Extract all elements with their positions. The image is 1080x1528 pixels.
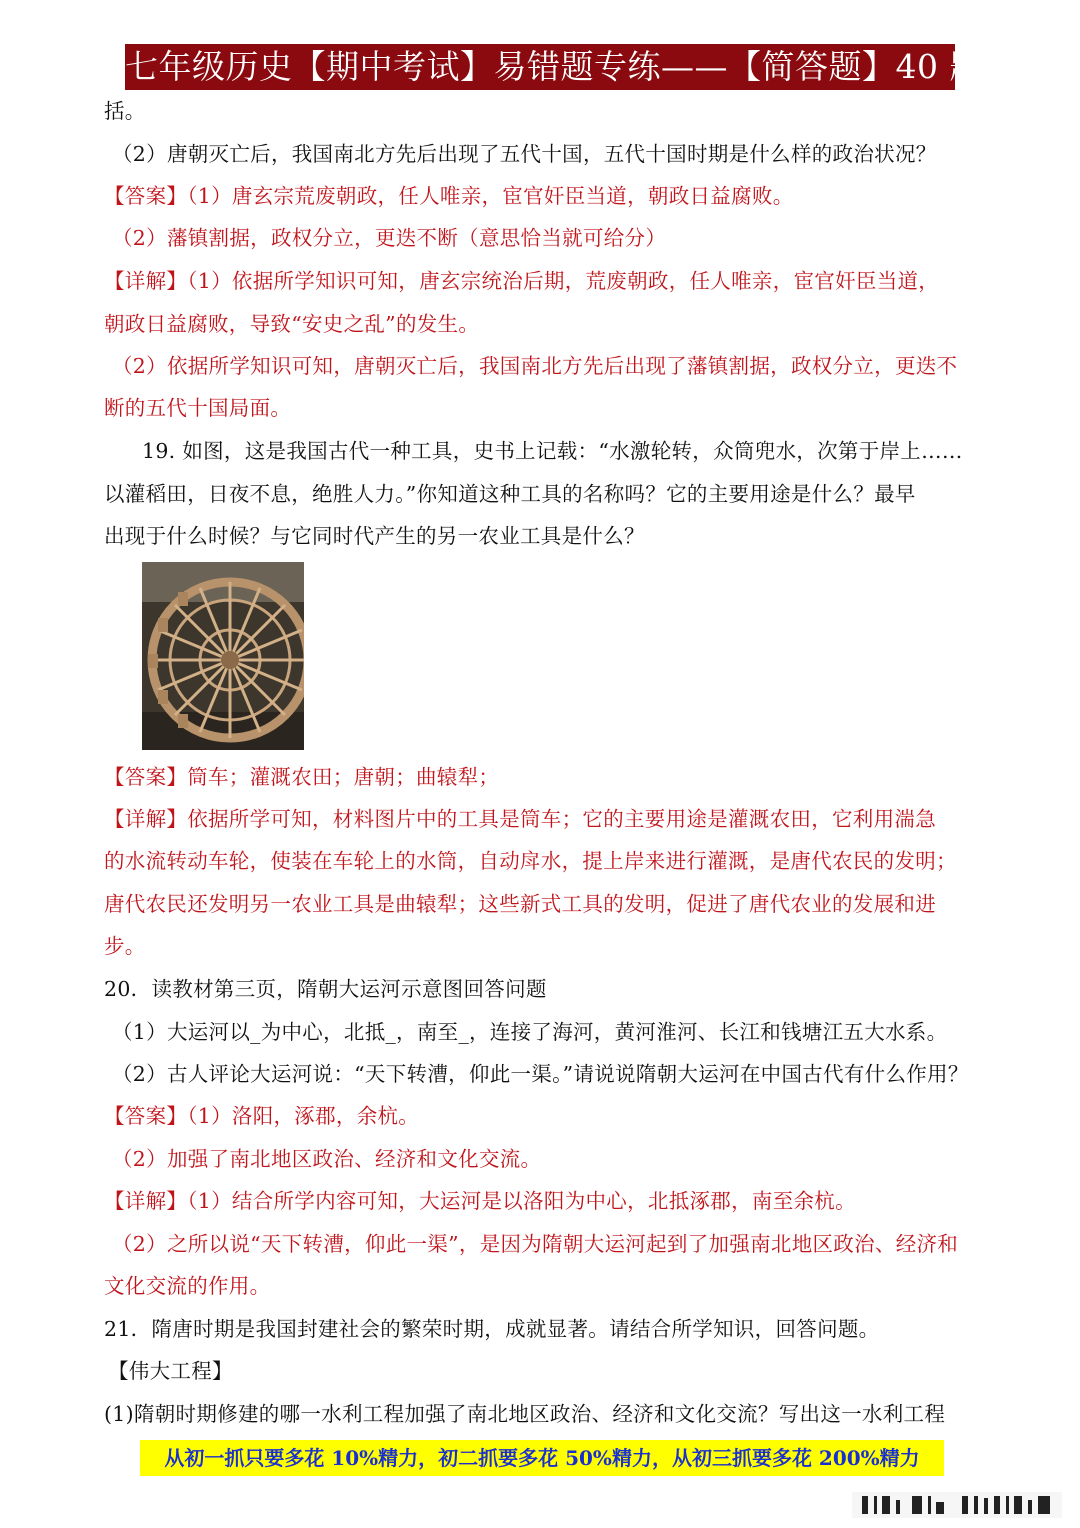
explanation-text: 文化交流的作用。 [104,1274,271,1298]
explanation-text: 【详解】（1）结合所学内容可知，大运河是以洛阳为中心，北抵涿郡，南至余杭。 [104,1189,856,1213]
text-line: 括。 [104,99,146,123]
answer-text: 【答案】（1）洛阳，涿郡，余杭。 [104,1104,420,1128]
question-text: （2）唐朝灭亡后，我国南北方先后出现了五代十国，五代十国时期是什么样的政治状况？ [112,142,937,166]
question-text: 21．隋唐时期是我国封建社会的繁荣时期，成就显著。请结合所学知识，回答问题。 [104,1317,880,1341]
explanation-text: 【详解】（1）依据所学知识可知，唐玄宗统治后期，荒废朝政，任人唯亲，宦官奸臣当道， [104,269,940,293]
watermark-logo [852,1492,1062,1518]
explanation-text: 断的五代十国局面。 [104,396,292,420]
explanation-text: 朝政日益腐败，导致“安史之乱”的发生。 [104,312,480,336]
question-text: 20．读教材第三页，隋朝大运河示意图回答问题 [104,977,547,1001]
question-text: (1)隋朝时期修建的哪一水利工程加强了南北地区政治、经济和文化交流？写出这一水利工程 [104,1402,946,1426]
explanation-text: （2）依据所学知识可知，唐朝灭亡后，我国南北方先后出现了藩镇割据，政权分立，更迭不 [112,354,958,378]
explanation-text: 【详解】依据所学可知，材料图片中的工具是筒车；它的主要用途是灌溉农田，它利用湍急 [104,807,936,831]
question-text: （1）大运河以_为中心，北抵_，南至_，连接了海河，黄河淮河、长江和钱塘江五大水系。 [112,1020,948,1044]
explanation-text: 步。 [104,934,146,958]
page-title: 七年级历史【期中考试】易错题专练——【简答题】40 题 [125,44,955,90]
waterwheel-photo [142,562,304,750]
answer-text: 【答案】（1）唐玄宗荒废朝政，任人唯亲，宦官奸臣当道，朝政日益腐败。 [104,184,794,208]
answer-text: （2）藩镇割据，政权分立，更迭不断（意思恰当就可给分） [112,226,667,250]
footer-banner: 从初一抓只要多花 10%精力，初二抓要多花 50%精力，从初三抓要多花 200%精力 [140,1440,944,1476]
question-text: 19. 如图，这是我国古代一种工具，史书上记载：“水激轮转，众筒兜水，次第于岸上…… [142,439,963,463]
explanation-text: 唐代农民还发明另一农业工具是曲辕犁；这些新式工具的发明，促进了唐代农业的发展和进 [104,892,936,916]
explanation-text: （2）之所以说“天下转漕，仰此一渠”，是因为隋朝大运河起到了加强南北地区政治、经济和 [112,1232,959,1256]
question-text: （2）古人评论大运河说：“天下转漕，仰此一渠。”请说说隋朝大运河在中国古代有什么作用？ [112,1062,969,1086]
explanation-text: 的水流转动车轮，使装在车轮上的水筒，自动戽水，提上岸来进行灌溉，是唐代农民的发明； [104,849,957,873]
question-text: 以灌稻田，日夜不息，绝胜人力。”你知道这种工具的名称吗？它的主要用途是什么？最早 [104,482,916,506]
section-heading: 【伟大工程】 [108,1359,233,1383]
answer-text: （2）加强了南北地区政治、经济和文化交流。 [112,1147,542,1171]
question-text: 出现于什么时候？与它同时代产生的另一农业工具是什么？ [104,524,645,548]
answer-text: 【答案】筒车；灌溉农田；唐朝；曲辕犁； [104,765,500,789]
